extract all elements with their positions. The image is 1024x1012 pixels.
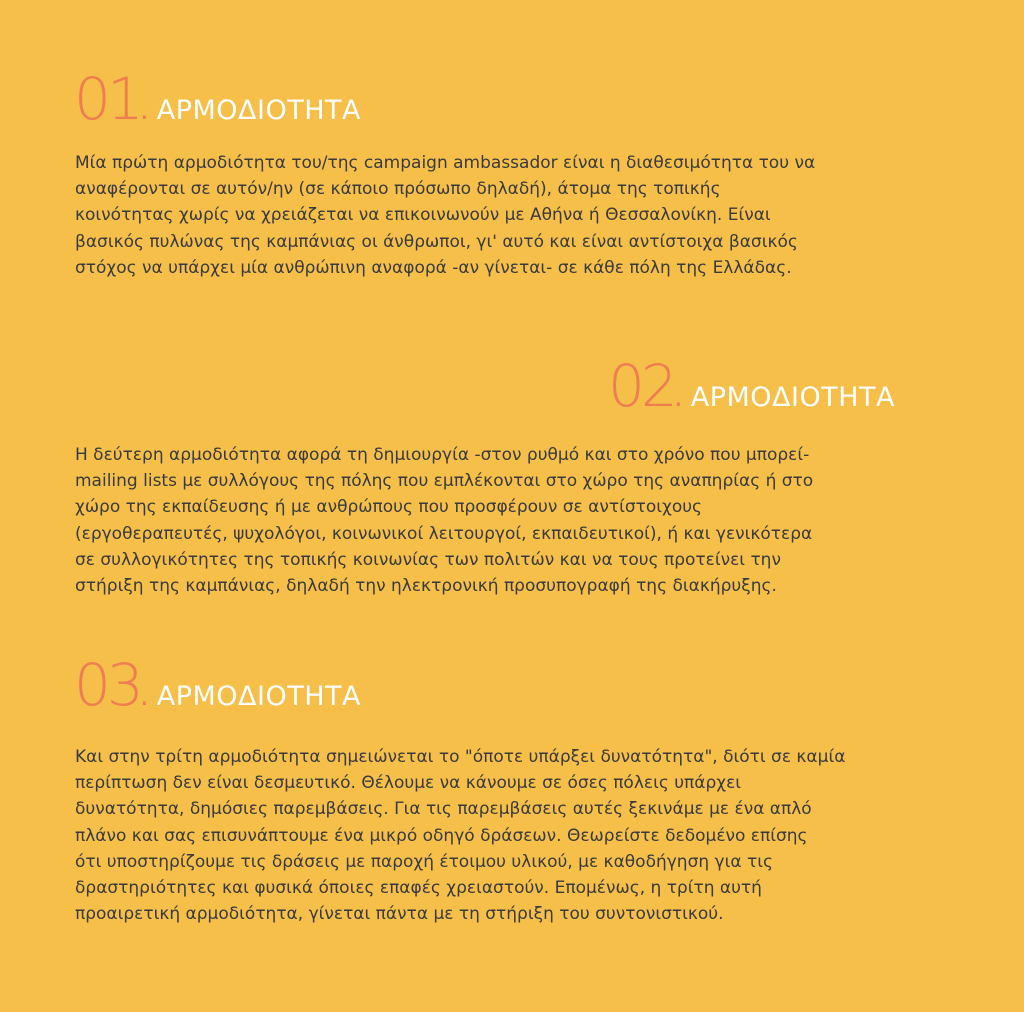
paragraph-line: Και στην τρίτη αρμοδιότητα σημειώνεται το "όποτε υπάρξει δυνατότητα", διότι σε καμία (75, 747, 846, 767)
section-3-heading (74, 651, 361, 719)
paragraph-line: δραστηριότητες και φυσικά όποιες επαφές χρειαστούν. Επομένως, η τρίτη αυτή (75, 878, 762, 899)
paragraph-line: βασικός πυλώνας της καμπάνιας οι άνθρωποι, γι' αυτό και είναι αντίστοιχα βασικός (75, 231, 798, 252)
paragraph-line: σε συλλογικότητες της τοπικής κοινωνίας των πολιτών και να τους προτείνει την (75, 549, 781, 570)
section-title: ΑΡΜΟΔΙΟΤΗΤΑ (690, 382, 895, 413)
section-number-dot: . (139, 93, 149, 126)
section-2-paragraph (75, 442, 975, 599)
paragraph-line: πλάνο και σας επισυνάπτουμε ένα μικρό οδηγό δράσεων. Θεωρείστε δεδομένο επίσης (75, 825, 808, 846)
section-number-dot: . (139, 679, 149, 712)
section-1-heading (74, 65, 361, 133)
paragraph-line: (εργοθεραπευτές, ψυχολόγοι, κοινωνικοί λειτουργοί, εκπαιδευτικοί), ή και γενικότερα (75, 523, 813, 544)
section-number: 02 (608, 352, 674, 420)
paragraph-line: Μία πρώτη αρμοδιότητα του/της campaign ambassador είναι η διαθεσιμότητα του να (75, 153, 816, 173)
section-number: 01 (74, 65, 140, 133)
section-title: ΑΡΜΟΔΙΟΤΗΤΑ (156, 681, 361, 712)
paragraph-line: περίπτωση δεν είναι δεσμευτικό. Θέλουμε να κάνουμε σε όσες πόλεις υπάρχει (75, 773, 742, 794)
paragraph-line: ότι υποστηρίζουμε τις δράσεις με παροχή έτοιμου υλικού, με καθοδήγηση για τις (75, 851, 773, 872)
section-number-dot: . (673, 380, 683, 413)
paragraph-line: στόχος να υπάρχει μία ανθρώπινη αναφορά -αν γίνεται- σε κάθε πόλη της Ελλάδας. (75, 257, 792, 278)
paragraph-line: χώρο της εκπαίδευσης ή με ανθρώπους που προσφέρουν σε αντίστοιχους (75, 497, 703, 518)
paragraph-line: στήριξη της καμπάνιας, δηλαδή την ηλεκτρονική προσυπογραφή της διακήρυξης. (75, 576, 777, 597)
paragraph-line: δυνατότητα, δημόσιες παρεμβάσεις. Για τις παρεμβάσεις αυτές ξεκινάμε με ένα απλό (75, 799, 812, 820)
section-2-heading (608, 352, 895, 420)
paragraph-line: αναφέρονται σε αυτόν/ην (σε κάποιο πρόσωπο δηλαδή), άτομα της τοπικής (75, 179, 721, 200)
section-3-paragraph (75, 744, 975, 927)
section-number: 03 (74, 651, 140, 719)
paragraph-line: κοινότητας χωρίς να χρειάζεται να επικοινωνούν με Αθήνα ή Θεσσαλονίκη. Είναι (75, 205, 771, 226)
section-title: ΑΡΜΟΔΙΟΤΗΤΑ (156, 95, 361, 126)
paragraph-line: προαιρετική αρμοδιότητα, γίνεται πάντα με τη στήριξη του συντονιστικού. (75, 904, 724, 925)
section-1-paragraph (75, 150, 975, 281)
paragraph-line: Η δεύτερη αρμοδιότητα αφορά τη δημιουργία -στον ρυθμό και στο χρόνο που μπορεί- (75, 445, 810, 465)
paragraph-line: mailing lists με συλλόγους της πόλης που εμπλέκονται στο χώρο της αναπηρίας ή στο (75, 471, 814, 492)
